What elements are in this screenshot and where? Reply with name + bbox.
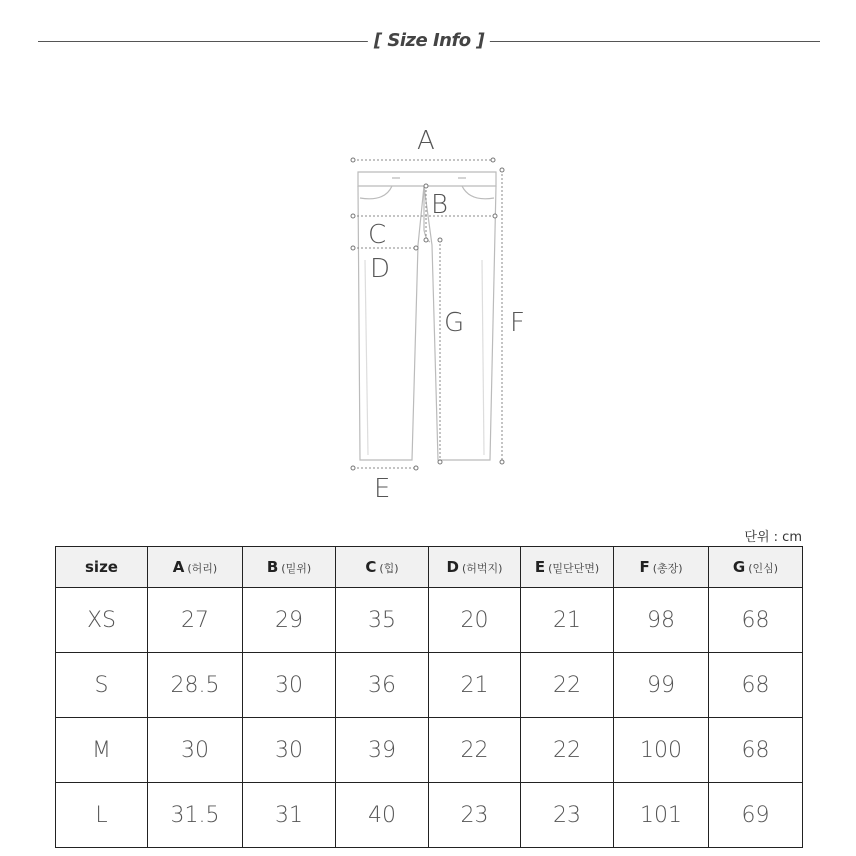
cell-f: 98 (614, 588, 709, 653)
header-sub: (인심) (748, 562, 779, 575)
cell-f: 101 (614, 783, 709, 848)
cell-f: 100 (614, 718, 709, 783)
table-row (56, 783, 803, 848)
label-d: D (370, 254, 391, 284)
cell-f: 99 (614, 653, 709, 718)
header-a (148, 547, 243, 588)
header-key: C (365, 558, 377, 576)
header-key: E (534, 558, 546, 576)
label-a: A (417, 126, 435, 156)
cell-g: 68 (709, 653, 803, 718)
cell-c: 36 (336, 653, 429, 718)
cell-a: 31.5 (148, 783, 243, 848)
label-f: F (510, 308, 525, 338)
table-row (56, 718, 803, 783)
header-c (336, 547, 429, 588)
cell-b: 29 (243, 588, 336, 653)
page-title: [ Size Info ] (368, 30, 490, 51)
header-g (709, 547, 803, 588)
cell-c: 40 (336, 783, 429, 848)
header-sub: (밑위) (281, 562, 312, 575)
header-b (243, 547, 336, 588)
size-info-header (38, 28, 820, 56)
label-e: E (374, 474, 391, 504)
cell-d: 20 (429, 588, 521, 653)
cell-a: 27 (148, 588, 243, 653)
cell-size: M (56, 718, 148, 783)
cell-b: 30 (243, 653, 336, 718)
cell-e: 21 (521, 588, 614, 653)
label-g: G (444, 308, 465, 338)
header-sub: (총장) (652, 562, 683, 575)
cell-g: 69 (709, 783, 803, 848)
cell-c: 39 (336, 718, 429, 783)
cell-e: 22 (521, 653, 614, 718)
cell-size: S (56, 653, 148, 718)
header-sub: (힙) (379, 562, 399, 575)
header-key: B (266, 558, 279, 576)
table-row (56, 588, 803, 653)
label-b: B (431, 190, 449, 220)
label-c: C (368, 220, 387, 250)
cell-size: L (56, 783, 148, 848)
header-sub: (밑단단면) (548, 562, 600, 575)
cell-size: XS (56, 588, 148, 653)
header-d (429, 547, 521, 588)
cell-b: 30 (243, 718, 336, 783)
header-size (56, 547, 148, 588)
cell-e: 23 (521, 783, 614, 848)
cell-g: 68 (709, 588, 803, 653)
header-key: A (172, 558, 185, 576)
cell-a: 30 (148, 718, 243, 783)
cell-e: 22 (521, 718, 614, 783)
table-header-row (56, 547, 803, 588)
header-sub: (허벅지) (461, 562, 503, 575)
cell-d: 22 (429, 718, 521, 783)
size-table (55, 546, 803, 848)
header-e (521, 547, 614, 588)
header-f (614, 547, 709, 588)
cell-b: 31 (243, 783, 336, 848)
cell-d: 21 (429, 653, 521, 718)
header-key: F (639, 558, 650, 576)
cell-c: 35 (336, 588, 429, 653)
header-sub: (허리) (187, 562, 218, 575)
cell-d: 23 (429, 783, 521, 848)
header-key: D (446, 558, 459, 576)
header-key: G (732, 558, 746, 576)
unit-label: 단위 : cm (744, 530, 802, 545)
pants-illustration (330, 120, 530, 510)
header-key: size (85, 558, 118, 576)
cell-a: 28.5 (148, 653, 243, 718)
pants-diagram (330, 120, 530, 510)
cell-g: 68 (709, 718, 803, 783)
table-row (56, 653, 803, 718)
